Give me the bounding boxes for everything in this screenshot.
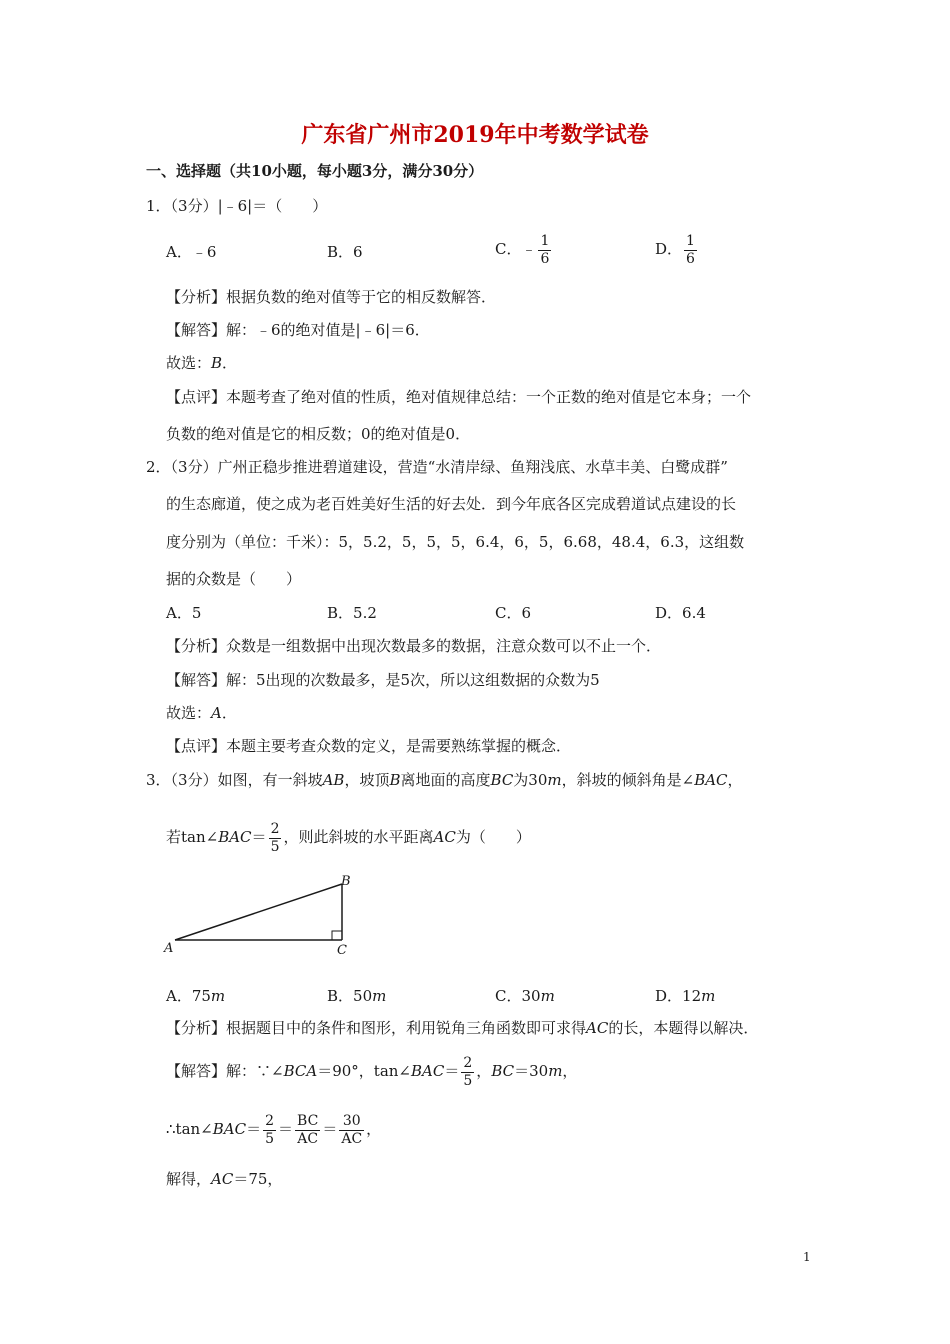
text-run: ＝ [278,1120,294,1139]
fraction-denominator: 5 [270,838,280,855]
text-run: ＝ [322,1120,338,1139]
unit-m: m [701,987,716,1005]
fraction-denominator: AC [297,1130,319,1147]
q3-analysis [166,1021,758,1036]
q1-stem: 1．（3分）|﹣6|＝（ ） [146,197,328,215]
text-run: ＝ [246,1120,262,1139]
q1-option-d-fraction [684,234,697,266]
var-bac: BAC [212,1120,247,1139]
comment-text: 本题考查了绝对值的性质，绝对值规律总结：一个正数的绝对值是它本身；一个 [226,388,752,406]
text-run: ＝75， [233,1170,283,1188]
text-run: 根据题目中的条件和图形，利用锐角三角函数即可求得 [226,1019,587,1037]
text-run: ＝ [251,828,267,847]
q2-option-d: D．6.4 [655,604,706,622]
q1-option-d [655,234,699,266]
fraction [269,822,282,854]
unit-m: m [372,987,387,1005]
slope-ab [175,884,342,940]
q1-option-c-fraction [538,234,551,266]
unit-m: m [210,987,226,1005]
q1-comment-line2: 负数的绝对值是它的相反数；0的绝对值是0． [166,425,471,443]
text-run: ， [727,771,743,789]
text-run: 解：∵∠ [226,1062,284,1081]
q1-option-a: A．﹣6 [166,243,217,261]
unit-m: m [548,1062,563,1081]
text-run: ， [476,1062,492,1081]
page-title: 广东省广州市2019年中考数学试卷 [301,122,649,148]
q1-option-c-prefix: C．﹣ [495,240,537,259]
choice-letter: A [211,704,222,722]
fraction-denominator: 6 [540,250,550,267]
option-value: D．12 [655,987,702,1005]
section-heading: 一、选择题（共10小题，每小题3分，满分30分） [146,162,484,180]
analysis-tag: 【分析】 [166,1019,227,1037]
q2-stem-line3: 度分别为（单位：千米）：5，5.2，5，5，5，6.4，6，5，6.68，48.4，6.3，这组数 [166,533,745,551]
answer-tag: 【解答】 [166,671,227,689]
text-run: ， [562,1062,578,1081]
choice-label: 故选： [166,704,212,722]
fraction [339,1114,364,1146]
q3-stem-line2 [166,822,531,854]
fraction-numerator: BC [297,1113,319,1129]
fraction-denominator: 5 [265,1130,275,1147]
fraction-numerator: 2 [265,1113,275,1129]
q2-analysis [166,639,661,654]
page-number: 1 [803,1250,811,1264]
fraction [263,1114,276,1146]
fraction-denominator: 6 [686,250,695,267]
answer-tag: 【解答】 [166,321,227,339]
text-run: 为（ ） [455,828,531,847]
q3-option-c [495,989,555,1004]
q2-stem-line2: 的生态廊道，使之成为老百姓美好生活的好去处．到今年底各区完成碧道试点建设的长 [166,495,737,513]
analysis-tag: 【分析】 [166,637,227,655]
var-bac: BAC [218,828,252,847]
q2-option-a: A．5 [166,604,202,622]
text-run: ＝ [444,1062,460,1081]
text-run: ，坡顶 [344,771,390,789]
text-run: 若tan∠ [166,828,219,847]
q1-analysis [166,290,496,305]
var-ac: AC [433,828,456,847]
text-run: ＝90°，tan∠ [317,1062,412,1081]
q3-option-b [327,989,386,1004]
option-value: B．50 [327,987,373,1005]
unit-m: m [547,771,562,789]
q2-stem-line1: 2．（3分）广州正稳步推进碧道建设，营造“水清岸绿、鱼翔浅底、水草丰美、白鹭成群” [146,458,728,476]
q1-choice [166,356,237,371]
var-ac: AC [586,1019,609,1037]
option-value: C．30 [495,987,541,1005]
q2-option-c: C．6 [495,604,532,622]
answer-text: 解：﹣6的绝对值是|﹣6|＝6． [226,321,430,339]
comment-tag: 【点评】 [166,737,227,755]
var-b: B [389,771,401,789]
text-run: 离地面的高度 [400,771,491,789]
q3-stem-line1 [146,773,743,788]
q2-answer [166,673,600,688]
q2-choice [166,706,237,721]
q2-stem-line4: 据的众数是（ ） [166,570,302,588]
var-bca: BCA [283,1062,318,1081]
choice-end: ． [221,704,237,722]
choice-letter: B [211,354,223,372]
right-angle-mark [332,931,342,940]
analysis-tag: 【分析】 [166,288,227,306]
var-ac: AC [211,1170,234,1188]
option-value: A．75 [166,987,211,1005]
q3-option-a [166,989,225,1004]
q1-comment-line1 [166,390,751,405]
answer-tag: 【解答】 [166,1062,227,1081]
text-run: ， [366,1120,382,1139]
q1-option-b: B．6 [327,243,363,261]
fraction [295,1114,320,1146]
analysis-text: 众数是一组数据中出现次数最多的数据，注意众数可以不止一个． [226,637,662,655]
fraction-numerator: 2 [463,1055,473,1071]
text-run: 的长，本题得以解决． [608,1019,759,1037]
var-bac: BAC [411,1062,445,1081]
label-b: B [341,874,351,889]
label-c: C [337,943,347,958]
q2-option-b: B．5.2 [327,604,377,622]
comment-text: 本题主要考查众数的定义，是需要熟练掌握的概念． [226,737,572,755]
comment-tag: 【点评】 [166,388,227,406]
q3-option-d [655,989,715,1004]
var-bc: BC [490,771,514,789]
fraction [461,1056,474,1088]
q1-option-d-prefix: D． [655,240,683,259]
text-run: 解得， [166,1170,212,1188]
unit-m: m [540,987,555,1005]
q3-solve [166,1172,282,1187]
text-run: ∴tan∠ [166,1120,213,1139]
slope-triangle-figure [160,870,370,960]
analysis-text: 根据负数的绝对值等于它的相反数解答． [226,288,497,306]
text-run: ，则此斜坡的水平距离 [283,828,434,847]
text-run: ，斜坡的倾斜角是∠ [561,771,695,789]
answer-text: 解：5出现的次数最多，是5次，所以这组数据的众数为5 [226,671,600,689]
fraction-denominator: AC [341,1130,363,1147]
choice-end: ． [222,354,238,372]
q1-option-c [495,234,553,266]
fraction-numerator: 1 [540,233,550,249]
var-bac: BAC [694,771,728,789]
var-bc: BC [491,1062,515,1081]
fraction-numerator: 1 [686,233,695,249]
q3-answer [166,1056,577,1088]
label-a: A [164,941,174,956]
q2-comment [166,739,571,754]
var-ab: AB [322,771,345,789]
choice-label: 故选： [166,354,212,372]
text-run: 3．（3分）如图，有一斜坡 [146,771,323,789]
fraction-denominator: 5 [463,1072,473,1089]
q3-therefore [166,1114,381,1146]
q1-answer [166,323,430,338]
fraction-numerator: 30 [339,1114,364,1131]
text-run: 为30 [513,771,548,789]
text-run: ＝30 [514,1062,549,1081]
fraction-numerator: 2 [270,821,280,837]
